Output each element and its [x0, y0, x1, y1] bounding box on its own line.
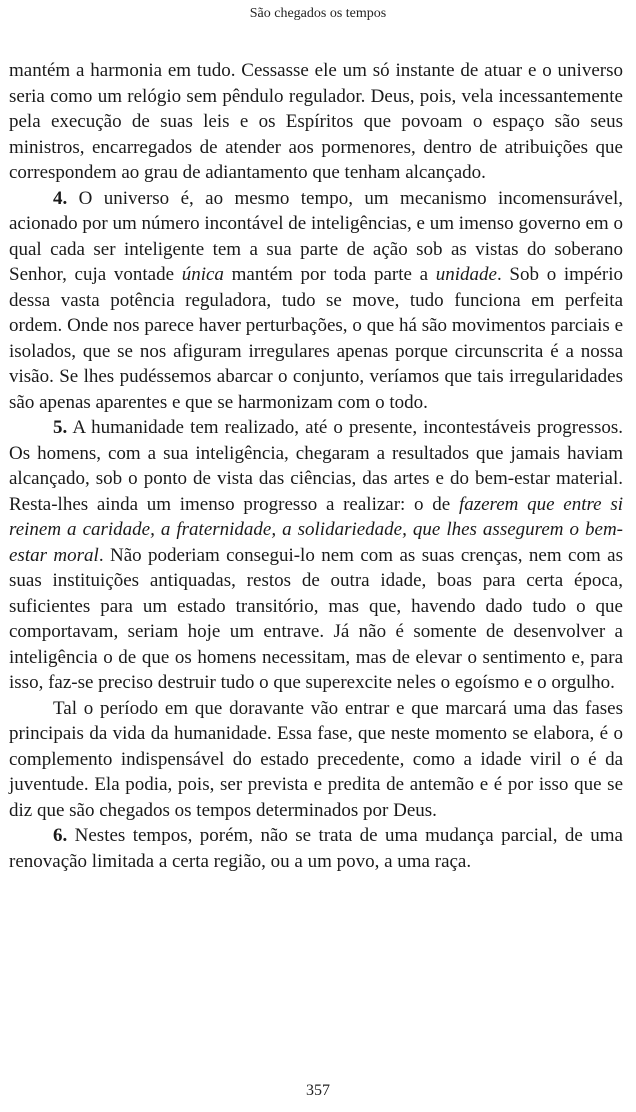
paragraph-text: O universo é, ao mesmo tempo, um mecanismo incomensurável, acionado por um número incontável de inteligências, e um imenso governo em o qual cada ser inteligente tem a sua parte de ação sob as vistas do soberano Senhor, cuja vontade [9, 187, 623, 285]
item-number: 6. [53, 825, 68, 846]
paragraph-text: mantém a harmonia em tudo. Cessasse ele um só instante de atuar e o universo seria como um relógio sem pêndulo regulador. Deus, pois, vela incessantemente pela execução de suas leis e os Espíritos que povoam o espaço são seus ministros, encarregados de atender aos pormenores, dentro de atribuições que correspondem ao grau de adiantamento que tenham alcançado. [9, 60, 623, 183]
paragraph [9, 186, 623, 416]
page-number: 357 [306, 1082, 330, 1099]
paragraph [9, 696, 623, 824]
emphasis-text: única [181, 264, 224, 285]
paragraph-text: . Sob o império dessa vasta potência reguladora, tudo se move, tudo funciona em perfeita ordem. Onde nos parece haver perturbações, o que há são movimentos parciais e isolados, que se nos afiguram irregulares apenas porque circunscrita é a nossa visão. Se lhes pudéssemos abarcar o conjunto, veríamos que tais irregularidades são apenas aparentes e que se harmonizam com o todo. [9, 264, 623, 413]
body-text [9, 58, 623, 874]
paragraph-text: mantém por toda parte a [223, 264, 436, 285]
paragraph-text: Tal o período em que doravante vão entrar e que marcará uma das fases principais da vida da humanidade. Essa fase, que neste momento se elabora, é o complemento indispensável do estado precedente, como a idade viril o é da juventude. Ela podia, pois, ser prevista e predita de antemão e é por isso que se diz que são chegados os tempos determinados por Deus. [9, 697, 623, 821]
paragraph-text: A humanidade tem realizado, até o presente, incontestáveis progressos. Os homens, com a sua inteligência, chegaram a resultados que jamais haviam alcançado, sob o ponto de vista das ciências, das artes e do bem-estar material. Resta-lhes ainda um imenso progresso a realizar: o de [9, 417, 623, 515]
paragraph [9, 58, 623, 186]
paragraph-text: Nestes tempos, porém, não se trata de uma mudança parcial, de uma renovação limitada a certa região, ou a um povo, a uma raça. [9, 825, 623, 872]
paragraph-text: . Não poderiam consegui-lo nem com as suas crenças, nem com as suas instituições antiquadas, restos de outra idade, boas para certa época, suficientes para um estado transitório, mas que, havendo dado tudo o que comportavam, seriam hoje um entrave. Já não é somente de desenvolver a inteligência o de que os homens necessitam, mas de elevar o sentimento e, para isso, faz-se preciso destruir tudo o que superexcite neles o egoísmo e o orgulho. [9, 544, 623, 693]
item-number: 4. [53, 187, 68, 209]
running-head: São chegados os tempos [249, 6, 387, 21]
paragraph [9, 415, 623, 696]
item-number: 5. [53, 417, 68, 438]
emphasis-text: fazerem que entre si reinem a caridade, a fraternidade, a solidariedade, que lhes assegurem o bem-estar moral [9, 493, 623, 566]
emphasis-text: unidade [435, 264, 497, 285]
paragraph [9, 823, 623, 874]
